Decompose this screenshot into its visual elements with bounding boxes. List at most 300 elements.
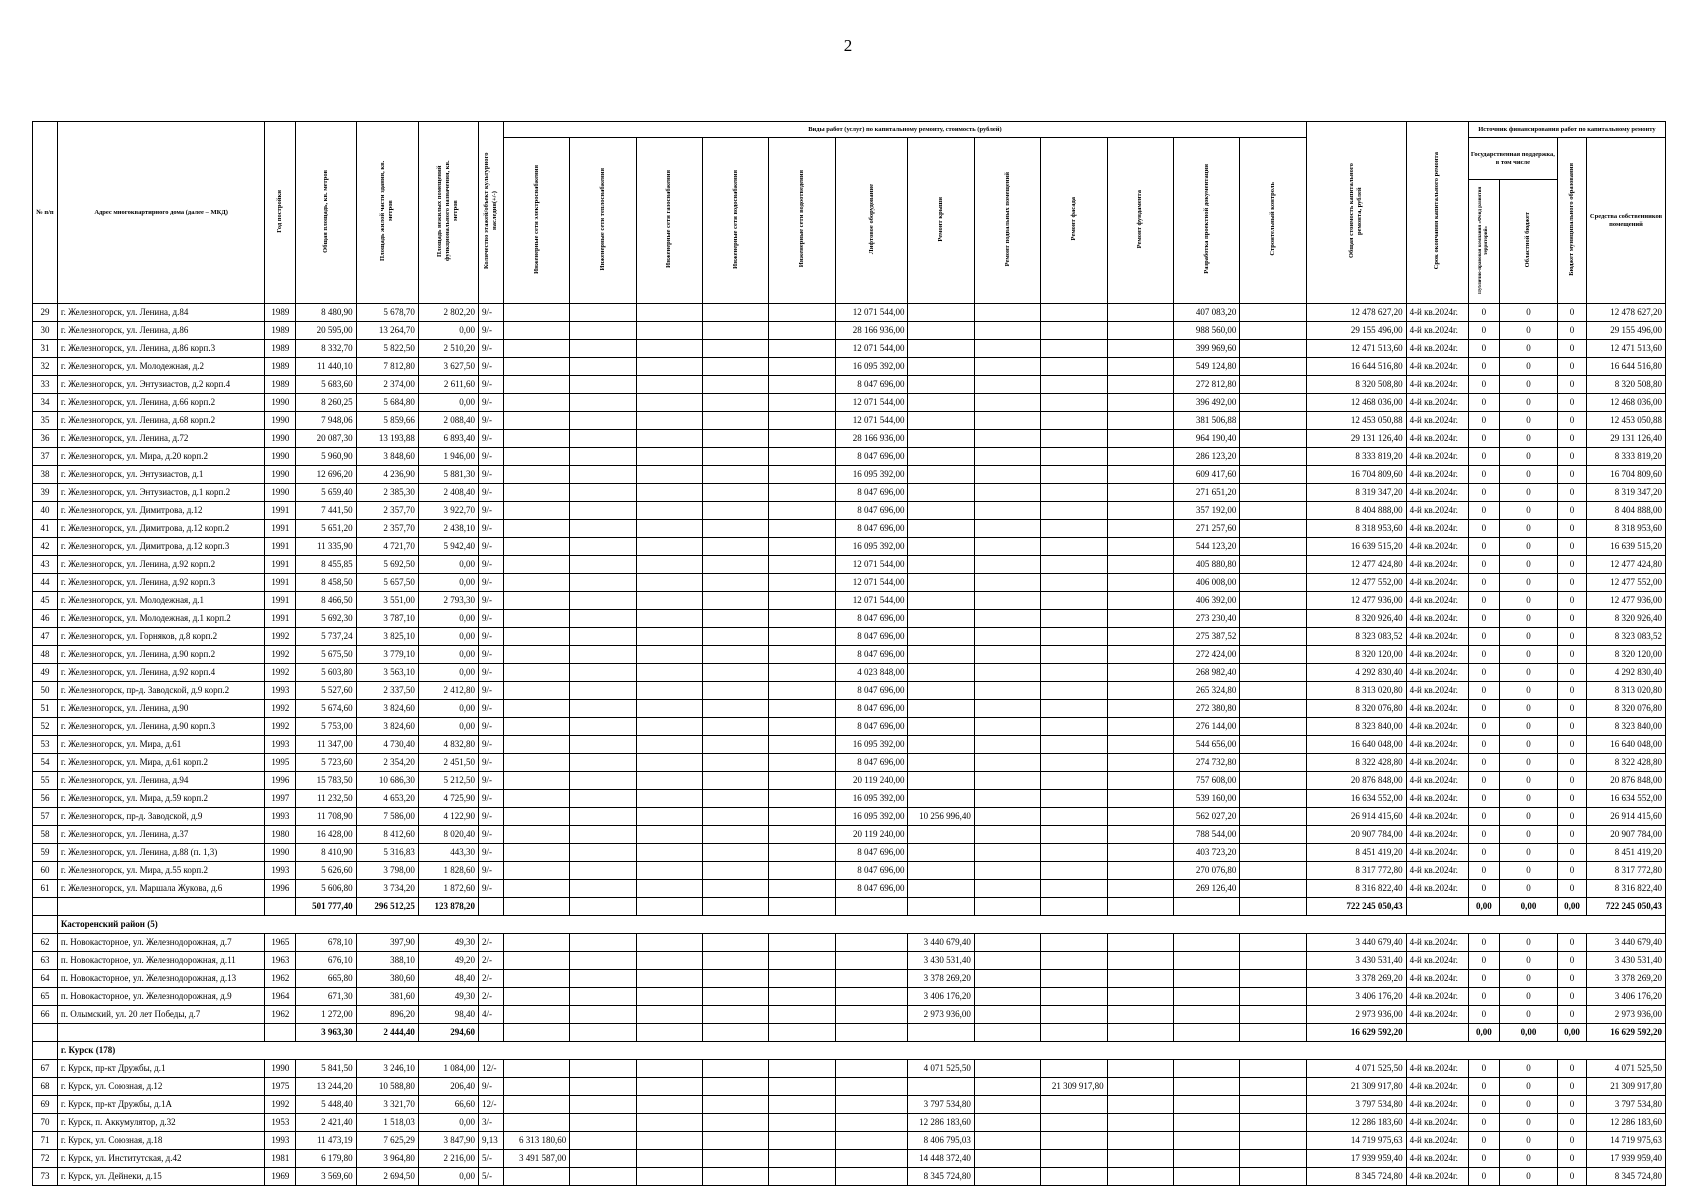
cell-regional: 0 xyxy=(1499,664,1557,682)
cell-living-area: 13 264,70 xyxy=(356,322,418,340)
cell-number: 33 xyxy=(33,376,58,394)
cell-basement xyxy=(974,556,1040,574)
cell-address: п. Олымский, ул. 20 лет Победы, д.7 xyxy=(57,1006,264,1024)
cell-year: 1975 xyxy=(265,1078,296,1096)
cell-municipal: 0 xyxy=(1557,808,1586,826)
cell-number: 46 xyxy=(33,610,58,628)
cell-municipal: 0 xyxy=(1557,1096,1586,1114)
cell-owners: 21 309 917,80 xyxy=(1587,1078,1666,1096)
cell-foundation xyxy=(1107,304,1173,322)
cell-nonresidential-area: 443,30 xyxy=(418,844,478,862)
cell-design: 268 982,40 xyxy=(1174,664,1240,682)
cell-fund: 0 xyxy=(1468,538,1499,556)
cell-total-area: 5 960,90 xyxy=(296,448,356,466)
cell-electric xyxy=(503,934,569,952)
cell-total-cost: 29 155 496,00 xyxy=(1306,322,1406,340)
cell-foundation xyxy=(1107,772,1173,790)
cell-fund: 0 xyxy=(1468,376,1499,394)
cell-foundation xyxy=(1107,484,1173,502)
cell-water xyxy=(703,430,769,448)
cell-number: 34 xyxy=(33,394,58,412)
cell-design: 265 324,80 xyxy=(1174,682,1240,700)
cell-fund: 0 xyxy=(1468,952,1499,970)
cell-year: 1989 xyxy=(265,304,296,322)
cell-lift xyxy=(835,1078,908,1096)
cell-facade xyxy=(1041,754,1107,772)
cell-living-area: 3 825,10 xyxy=(356,628,418,646)
cell-owners: 8 404 888,00 xyxy=(1587,502,1666,520)
cell-nonresidential-area: 2 412,80 xyxy=(418,682,478,700)
cell-lift: 8 047 696,00 xyxy=(835,502,908,520)
cell-number: 48 xyxy=(33,646,58,664)
cell-design xyxy=(1174,1114,1240,1132)
cell-living-area: 3 551,00 xyxy=(356,592,418,610)
cell-deadline: 4-й кв.2024г. xyxy=(1406,682,1468,700)
cell-number: 40 xyxy=(33,502,58,520)
cell-total-cost: 20 876 848,00 xyxy=(1306,772,1406,790)
cell-gas xyxy=(636,880,702,898)
cell-nonresidential-area: 1 946,00 xyxy=(418,448,478,466)
cell-floors: 9/- xyxy=(479,394,504,412)
cell-number: 69 xyxy=(33,1096,58,1114)
cell-deadline: 4-й кв.2024г. xyxy=(1406,790,1468,808)
cell-address: г. Железногорск, ул. Ленина, д.86 корп.3 xyxy=(57,340,264,358)
cell-number: 63 xyxy=(33,952,58,970)
cell-facade xyxy=(1041,376,1107,394)
cell-water xyxy=(703,1150,769,1168)
cell-sewer xyxy=(769,736,835,754)
cell-nonresidential-area: 49,20 xyxy=(418,952,478,970)
table-row xyxy=(33,772,1666,790)
cell-municipal: 0,00 xyxy=(1557,898,1586,916)
cell-year: 1992 xyxy=(265,628,296,646)
cell-number: 59 xyxy=(33,844,58,862)
cell-number: 37 xyxy=(33,448,58,466)
cell-control xyxy=(1240,1114,1307,1132)
cell-total-area: 8 410,90 xyxy=(296,844,356,862)
cell-floors: 9/- xyxy=(479,538,504,556)
cell-control xyxy=(1240,952,1307,970)
cell-deadline: 4-й кв.2024г. xyxy=(1406,772,1468,790)
cell-total-area: 11 708,90 xyxy=(296,808,356,826)
cell-total-area: 7 948,06 xyxy=(296,412,356,430)
cell-number: 55 xyxy=(33,772,58,790)
cell-water xyxy=(703,502,769,520)
cell-floors: 9,13 xyxy=(479,1132,504,1150)
cell-year: 1989 xyxy=(265,358,296,376)
cell-total-cost: 8 333 819,20 xyxy=(1306,448,1406,466)
cell-roof xyxy=(908,304,974,322)
cell-living-area: 7 812,80 xyxy=(356,358,418,376)
cell-living-area: 2 385,30 xyxy=(356,484,418,502)
cell-deadline: 4-й кв.2024г. xyxy=(1406,592,1468,610)
header-basement: Ремонт подвальных помещений xyxy=(974,138,1040,304)
cell-sewer xyxy=(769,808,835,826)
cell-foundation xyxy=(1107,340,1173,358)
cell-sewer xyxy=(769,574,835,592)
cell-electric: 6 313 180,60 xyxy=(503,1132,569,1150)
cell-deadline: 4-й кв.2024г. xyxy=(1406,628,1468,646)
header-num: № п/п xyxy=(33,122,58,304)
cell-sewer xyxy=(769,538,835,556)
cell-regional: 0 xyxy=(1499,700,1557,718)
cell-foundation xyxy=(1107,1078,1173,1096)
cell-deadline: 4-й кв.2024г. xyxy=(1406,1150,1468,1168)
cell-control xyxy=(1240,754,1307,772)
cell-nonresidential-area: 2 216,00 xyxy=(418,1150,478,1168)
cell-address: г. Железногорск, ул. Энтузиастов, д.2 корп.4 xyxy=(57,376,264,394)
cell-water xyxy=(703,880,769,898)
cell-heat xyxy=(570,934,636,952)
cell-owners: 8 320 120,00 xyxy=(1587,646,1666,664)
cell-gas xyxy=(636,1132,702,1150)
cell-gas xyxy=(636,934,702,952)
cell-gas xyxy=(636,358,702,376)
cell-deadline: 4-й кв.2024г. xyxy=(1406,664,1468,682)
cell-address: г. Железногорск, ул. Мира, д.61 корп.2 xyxy=(57,754,264,772)
cell-lift: 16 095 392,00 xyxy=(835,358,908,376)
cell-total-cost: 14 719 975,63 xyxy=(1306,1132,1406,1150)
cell-address: г. Железногорск, ул. Ленина, д.92 корп.2 xyxy=(57,556,264,574)
cell-municipal: 0 xyxy=(1557,790,1586,808)
cell-regional: 0 xyxy=(1499,358,1557,376)
cell-roof xyxy=(908,520,974,538)
cell-control xyxy=(1240,358,1307,376)
cell-electric: 3 491 587,00 xyxy=(503,1150,569,1168)
cell-year: 1962 xyxy=(265,1006,296,1024)
header-fund: Публично-правовая компания «Фонд развития территорий» xyxy=(1468,180,1499,304)
cell-gas xyxy=(636,682,702,700)
cell-basement xyxy=(974,844,1040,862)
cell-nonresidential-area: 0,00 xyxy=(418,718,478,736)
cell-regional: 0 xyxy=(1499,394,1557,412)
cell-address: г. Железногорск, ул. Ленина, д.94 xyxy=(57,772,264,790)
cell-facade xyxy=(1041,790,1107,808)
cell-control xyxy=(1240,556,1307,574)
table-row xyxy=(33,484,1666,502)
cell-control xyxy=(1240,646,1307,664)
cell-nonresidential-area: 66,60 xyxy=(418,1096,478,1114)
cell-water xyxy=(703,304,769,322)
table-row xyxy=(33,1150,1666,1168)
cell-owners: 12 477 936,00 xyxy=(1587,592,1666,610)
cell-fund: 0 xyxy=(1468,988,1499,1006)
cell-fund: 0 xyxy=(1468,826,1499,844)
cell-foundation xyxy=(1107,1024,1173,1042)
cell-living-area: 10 588,80 xyxy=(356,1078,418,1096)
cell-address: г. Железногорск, ул. Маршала Жукова, д.6 xyxy=(57,880,264,898)
cell-year: 1992 xyxy=(265,1096,296,1114)
cell-fund: 0 xyxy=(1468,556,1499,574)
cell-foundation xyxy=(1107,646,1173,664)
cell-total-cost: 8 320 926,40 xyxy=(1306,610,1406,628)
cell-basement xyxy=(974,628,1040,646)
cell-gas xyxy=(636,376,702,394)
cell-gas xyxy=(636,970,702,988)
cell-nonresidential-area: 49,30 xyxy=(418,988,478,1006)
cell-electric xyxy=(503,340,569,358)
cell-address: г. Курск, ул. Институтская, д.42 xyxy=(57,1150,264,1168)
cell-living-area: 2 444,40 xyxy=(356,1024,418,1042)
cell-foundation xyxy=(1107,970,1173,988)
cell-design xyxy=(1174,1150,1240,1168)
cell-heat xyxy=(570,682,636,700)
table-row xyxy=(33,862,1666,880)
header-water: Инженерные сети водоснабжения xyxy=(703,138,769,304)
cell-nonresidential-area: 123 878,20 xyxy=(418,898,478,916)
cell-fund: 0 xyxy=(1468,574,1499,592)
cell-facade xyxy=(1041,664,1107,682)
cell-design: 286 123,20 xyxy=(1174,448,1240,466)
table-row xyxy=(33,358,1666,376)
cell-heat xyxy=(570,394,636,412)
cell-nonresidential-area: 0,00 xyxy=(418,394,478,412)
cell-living-area: 896,20 xyxy=(356,1006,418,1024)
cell-year: 1989 xyxy=(265,376,296,394)
cell-municipal: 0 xyxy=(1557,376,1586,394)
cell-number: 38 xyxy=(33,466,58,484)
cell-gas xyxy=(636,1150,702,1168)
cell-year: 1991 xyxy=(265,538,296,556)
cell-total-cost: 3 378 269,20 xyxy=(1306,970,1406,988)
cell-number: 50 xyxy=(33,682,58,700)
cell-owners: 16 704 809,60 xyxy=(1587,466,1666,484)
cell-gas xyxy=(636,448,702,466)
cell-facade xyxy=(1041,592,1107,610)
cell-nonresidential-area: 48,40 xyxy=(418,970,478,988)
cell-gas xyxy=(636,394,702,412)
cell-facade xyxy=(1041,772,1107,790)
cell-municipal: 0 xyxy=(1557,844,1586,862)
cell-basement xyxy=(974,1132,1040,1150)
cell-municipal: 0 xyxy=(1557,412,1586,430)
cell-living-area: 2 354,20 xyxy=(356,754,418,772)
cell-water xyxy=(703,412,769,430)
cell-floors: 9/- xyxy=(479,826,504,844)
cell-number: 42 xyxy=(33,538,58,556)
cell-lift xyxy=(835,970,908,988)
cell-floors: 9/- xyxy=(479,448,504,466)
cell-address: п. Новокасторное, ул. Железнодорожная, д.11 xyxy=(57,952,264,970)
cell-nonresidential-area: 2 451,50 xyxy=(418,754,478,772)
cell-address: г. Железногорск, ул. Мира, д.59 корп.2 xyxy=(57,790,264,808)
table-row xyxy=(33,556,1666,574)
cell-total-area: 8 466,50 xyxy=(296,592,356,610)
cell-year: 1965 xyxy=(265,934,296,952)
cell-fund: 0 xyxy=(1468,592,1499,610)
cell-lift xyxy=(835,934,908,952)
cell-gas xyxy=(636,1168,702,1186)
cell-gas xyxy=(636,484,702,502)
cell-municipal: 0 xyxy=(1557,358,1586,376)
cell-control xyxy=(1240,304,1307,322)
cell-heat xyxy=(570,610,636,628)
cell-design: 609 417,60 xyxy=(1174,466,1240,484)
cell-owners: 3 378 269,20 xyxy=(1587,970,1666,988)
cell-address: г. Железногорск, ул. Ленина, д.88 (п. 1,3) xyxy=(57,844,264,862)
header-lift: Лифтовое оборудование xyxy=(835,138,908,304)
cell-regional: 0 xyxy=(1499,934,1557,952)
cell-heat xyxy=(570,1060,636,1078)
cell-municipal: 0 xyxy=(1557,448,1586,466)
cell-control xyxy=(1240,1078,1307,1096)
cell-number: 49 xyxy=(33,664,58,682)
cell-electric xyxy=(503,556,569,574)
cell-floors: 9/- xyxy=(479,1078,504,1096)
cell-foundation xyxy=(1107,682,1173,700)
cell-basement xyxy=(974,646,1040,664)
cell-living-area: 2 357,70 xyxy=(356,502,418,520)
table-body xyxy=(33,304,1666,1186)
cell-living-area: 388,10 xyxy=(356,952,418,970)
cell-gas xyxy=(636,628,702,646)
cell-floors: 9/- xyxy=(479,412,504,430)
cell-living-area: 5 859,66 xyxy=(356,412,418,430)
cell-total-area: 2 421,40 xyxy=(296,1114,356,1132)
cell-nonresidential-area: 0,00 xyxy=(418,1114,478,1132)
cell-heat xyxy=(570,520,636,538)
cell-roof xyxy=(908,538,974,556)
cell-municipal: 0 xyxy=(1557,934,1586,952)
cell-year: 1995 xyxy=(265,754,296,772)
table-row xyxy=(33,952,1666,970)
cell-municipal: 0 xyxy=(1557,736,1586,754)
cell-water xyxy=(703,952,769,970)
cell-water xyxy=(703,736,769,754)
cell-address: г. Железногорск, ул. Димитрова, д.12 корп.3 xyxy=(57,538,264,556)
cell-number: 70 xyxy=(33,1114,58,1132)
cell-owners: 12 478 627,20 xyxy=(1587,304,1666,322)
cell-regional: 0 xyxy=(1499,970,1557,988)
cell-water xyxy=(703,322,769,340)
cell-roof xyxy=(908,484,974,502)
cell-facade xyxy=(1041,1006,1107,1024)
cell-facade xyxy=(1041,682,1107,700)
table-row xyxy=(33,376,1666,394)
cell-facade xyxy=(1041,520,1107,538)
cell-living-area: 2 337,50 xyxy=(356,682,418,700)
cell-municipal: 0 xyxy=(1557,1114,1586,1132)
cell-electric xyxy=(503,790,569,808)
cell-fund: 0 xyxy=(1468,1168,1499,1186)
cell-living-area: 5 316,83 xyxy=(356,844,418,862)
cell-foundation xyxy=(1107,880,1173,898)
cell-roof xyxy=(908,448,974,466)
cell-year: 1989 xyxy=(265,340,296,358)
cell-sewer xyxy=(769,1060,835,1078)
cell-electric xyxy=(503,970,569,988)
header-nonresidential-area: Площадь нежилых помещений функционального назначения, кв. метров xyxy=(418,122,478,304)
cell-heat xyxy=(570,322,636,340)
cell-heat xyxy=(570,304,636,322)
cell-basement xyxy=(974,1060,1040,1078)
cell-total-area: 5 737,24 xyxy=(296,628,356,646)
cell-roof xyxy=(908,826,974,844)
cell-facade xyxy=(1041,934,1107,952)
cell-total-area: 16 428,00 xyxy=(296,826,356,844)
cell-design xyxy=(1174,934,1240,952)
cell-living-area: 296 512,25 xyxy=(356,898,418,916)
cell-regional: 0 xyxy=(1499,592,1557,610)
cell-number xyxy=(33,1024,58,1042)
cell-year xyxy=(265,898,296,916)
cell-electric xyxy=(503,376,569,394)
cell-address: г. Железногорск, ул. Молодежная, д.1 корп.2 xyxy=(57,610,264,628)
cell-gas xyxy=(636,502,702,520)
cell-living-area: 5 684,80 xyxy=(356,394,418,412)
cell-living-area: 3 798,00 xyxy=(356,862,418,880)
cell-control xyxy=(1240,376,1307,394)
cell-design xyxy=(1174,1132,1240,1150)
cell-fund: 0 xyxy=(1468,1150,1499,1168)
cell-floors: 9/- xyxy=(479,862,504,880)
cell-number: 61 xyxy=(33,880,58,898)
cell-nonresidential-area: 5 942,40 xyxy=(418,538,478,556)
cell-address: г. Железногорск, ул. Ленина, д.66 корп.2 xyxy=(57,394,264,412)
cell-water xyxy=(703,592,769,610)
cell-regional: 0 xyxy=(1499,862,1557,880)
cell-total-cost: 4 071 525,50 xyxy=(1306,1060,1406,1078)
cell-regional: 0 xyxy=(1499,466,1557,484)
cell-design xyxy=(1174,1024,1240,1042)
cell-gas xyxy=(636,520,702,538)
table-row xyxy=(33,430,1666,448)
cell-facade xyxy=(1041,1168,1107,1186)
cell-total-area: 5 753,00 xyxy=(296,718,356,736)
header-facade: Ремонт фасада xyxy=(1041,138,1107,304)
cell-basement xyxy=(974,1078,1040,1096)
cell-water xyxy=(703,610,769,628)
header-owners: Средства собственников помещений xyxy=(1587,138,1666,304)
cell-address: г. Железногорск, ул. Ленина, д.37 xyxy=(57,826,264,844)
cell-basement xyxy=(974,1024,1040,1042)
cell-number: 66 xyxy=(33,1006,58,1024)
cell-owners: 4 292 830,40 xyxy=(1587,664,1666,682)
cell-facade xyxy=(1041,304,1107,322)
cell-lift xyxy=(835,1114,908,1132)
cell-total-area: 1 272,00 xyxy=(296,1006,356,1024)
table-row xyxy=(33,574,1666,592)
cell-electric xyxy=(503,502,569,520)
section-row xyxy=(33,916,1666,934)
cell-water xyxy=(703,448,769,466)
cell-heat xyxy=(570,754,636,772)
cell-total-area: 671,30 xyxy=(296,988,356,1006)
cell-deadline: 4-й кв.2024г. xyxy=(1406,1114,1468,1132)
cell-gas xyxy=(636,412,702,430)
cell-design xyxy=(1174,1006,1240,1024)
cell-number: 62 xyxy=(33,934,58,952)
cell-roof xyxy=(908,682,974,700)
cell-address: г. Курск, ул. Союзная, д.18 xyxy=(57,1132,264,1150)
cell-heat xyxy=(570,700,636,718)
cell-total-cost: 8 323 083,52 xyxy=(1306,628,1406,646)
cell-lift: 8 047 696,00 xyxy=(835,718,908,736)
cell-water xyxy=(703,826,769,844)
cell-owners: 17 939 959,40 xyxy=(1587,1150,1666,1168)
cell-lift: 16 095 392,00 xyxy=(835,790,908,808)
cell-facade xyxy=(1041,484,1107,502)
cell-owners: 14 719 975,63 xyxy=(1587,1132,1666,1150)
cell-regional: 0 xyxy=(1499,538,1557,556)
cell-total-cost: 8 320 120,00 xyxy=(1306,646,1406,664)
cell-total-area: 676,10 xyxy=(296,952,356,970)
cell-year: 1991 xyxy=(265,556,296,574)
cell-municipal: 0 xyxy=(1557,772,1586,790)
cell-total-cost: 8 319 347,20 xyxy=(1306,484,1406,502)
cell-heat xyxy=(570,1168,636,1186)
cell-basement xyxy=(974,736,1040,754)
